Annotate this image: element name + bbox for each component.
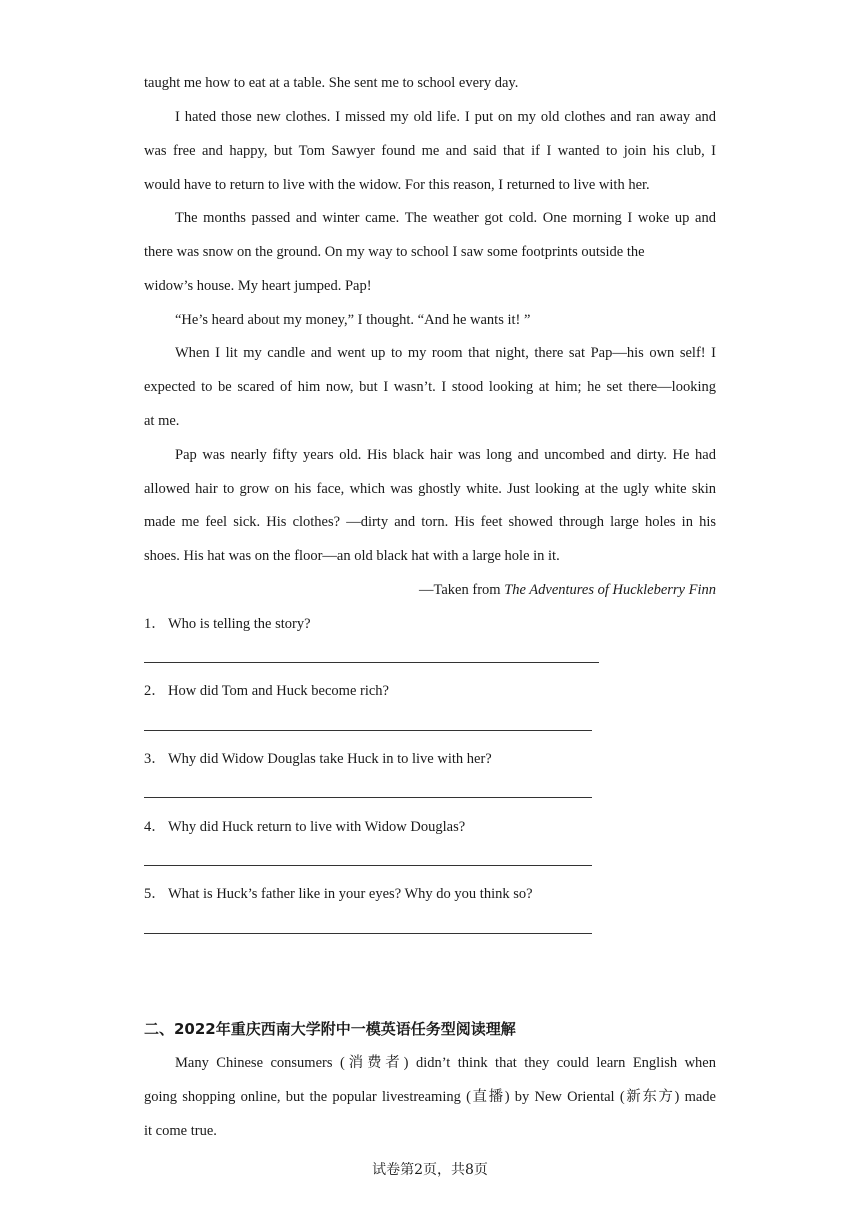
answer-line-4[interactable]	[144, 865, 592, 866]
story-line-13: allowed hair to grow on his face, which was ghostly white. Just looking at the ugly white skin	[144, 481, 716, 497]
story-line-5: The months passed and winter came. The weather got cold. One morning I woke up and	[175, 210, 716, 226]
story-line-9: When I lit my candle and went up to my room that night, there sat Pap—his own self! I	[175, 345, 716, 361]
question-number: 5．	[144, 886, 166, 902]
story-line-7: widow’s house. My heart jumped. Pap!	[144, 278, 372, 294]
question-number: 2．	[144, 683, 166, 699]
question-text: Why did Huck return to live with Widow Douglas?	[168, 819, 466, 835]
question-3	[144, 749, 716, 769]
answer-line-1[interactable]	[144, 662, 599, 663]
section2-line-3: it come true.	[144, 1123, 217, 1139]
question-2	[144, 681, 716, 701]
question-number: 4．	[144, 819, 166, 835]
story-line-12: Pap was nearly fifty years old. His black hair was long and uncombed and dirty. He had	[175, 447, 716, 463]
story-line-10: expected to be scared of him now, but I wasn’t. I stood looking at him; he set there—looking	[144, 379, 716, 395]
question-text: What is Huck’s father like in your eyes? Why do you think so?	[168, 886, 533, 902]
story-line-1: taught me how to eat at a table. She sent me to school every day.	[144, 75, 519, 91]
story-line-15: shoes. His hat was on the floor—an old black hat with a large hole in it.	[144, 548, 560, 564]
question-5	[144, 884, 716, 904]
section2-line-1: Many Chinese consumers (消费者) didn’t think that they could learn English when	[175, 1055, 716, 1071]
question-text: How did Tom and Huck become rich?	[168, 683, 389, 699]
story-line-14: made me feel sick. His clothes? —dirty and torn. His feet showed through large holes in his	[144, 514, 716, 530]
question-text: Why did Widow Douglas take Huck in to live with her?	[168, 751, 492, 767]
question-text: Who is telling the story?	[168, 616, 311, 632]
story-line-6: there was snow on the ground. On my way to school I saw some footprints outside the	[144, 244, 645, 260]
story-source	[144, 580, 716, 600]
answer-line-2[interactable]	[144, 730, 592, 731]
story-line-2: I hated those new clothes. I missed my old life. I put on my old clothes and ran away and	[175, 109, 716, 125]
story-line-3: was free and happy, but Tom Sawyer found me and said that if I wanted to join his club, I	[144, 143, 716, 159]
story-line-11: at me.	[144, 413, 180, 429]
question-number: 3．	[144, 751, 166, 767]
answer-line-3[interactable]	[144, 797, 592, 798]
page-footer: 试卷第2页，共8页	[372, 1162, 488, 1178]
section-heading: 二、2022年重庆西南大学附中一模英语任务型阅读理解	[144, 1020, 516, 1038]
answer-line-5[interactable]	[144, 933, 592, 934]
question-number: 1．	[144, 616, 166, 632]
question-1	[144, 614, 716, 634]
story-line-4: would have to return to live with the widow. For this reason, I returned to live with her.	[144, 177, 650, 193]
source-prefix: —Taken from	[419, 582, 505, 598]
section2-line-2: going shopping online, but the popular livestreaming (直播) by New Oriental (新东方) made	[144, 1089, 716, 1105]
source-title: The Adventures of Huckleberry Finn	[504, 582, 716, 598]
story-line-8: “He’s heard about my money,” I thought. “And he wants it! ”	[175, 312, 531, 328]
question-4	[144, 817, 716, 837]
